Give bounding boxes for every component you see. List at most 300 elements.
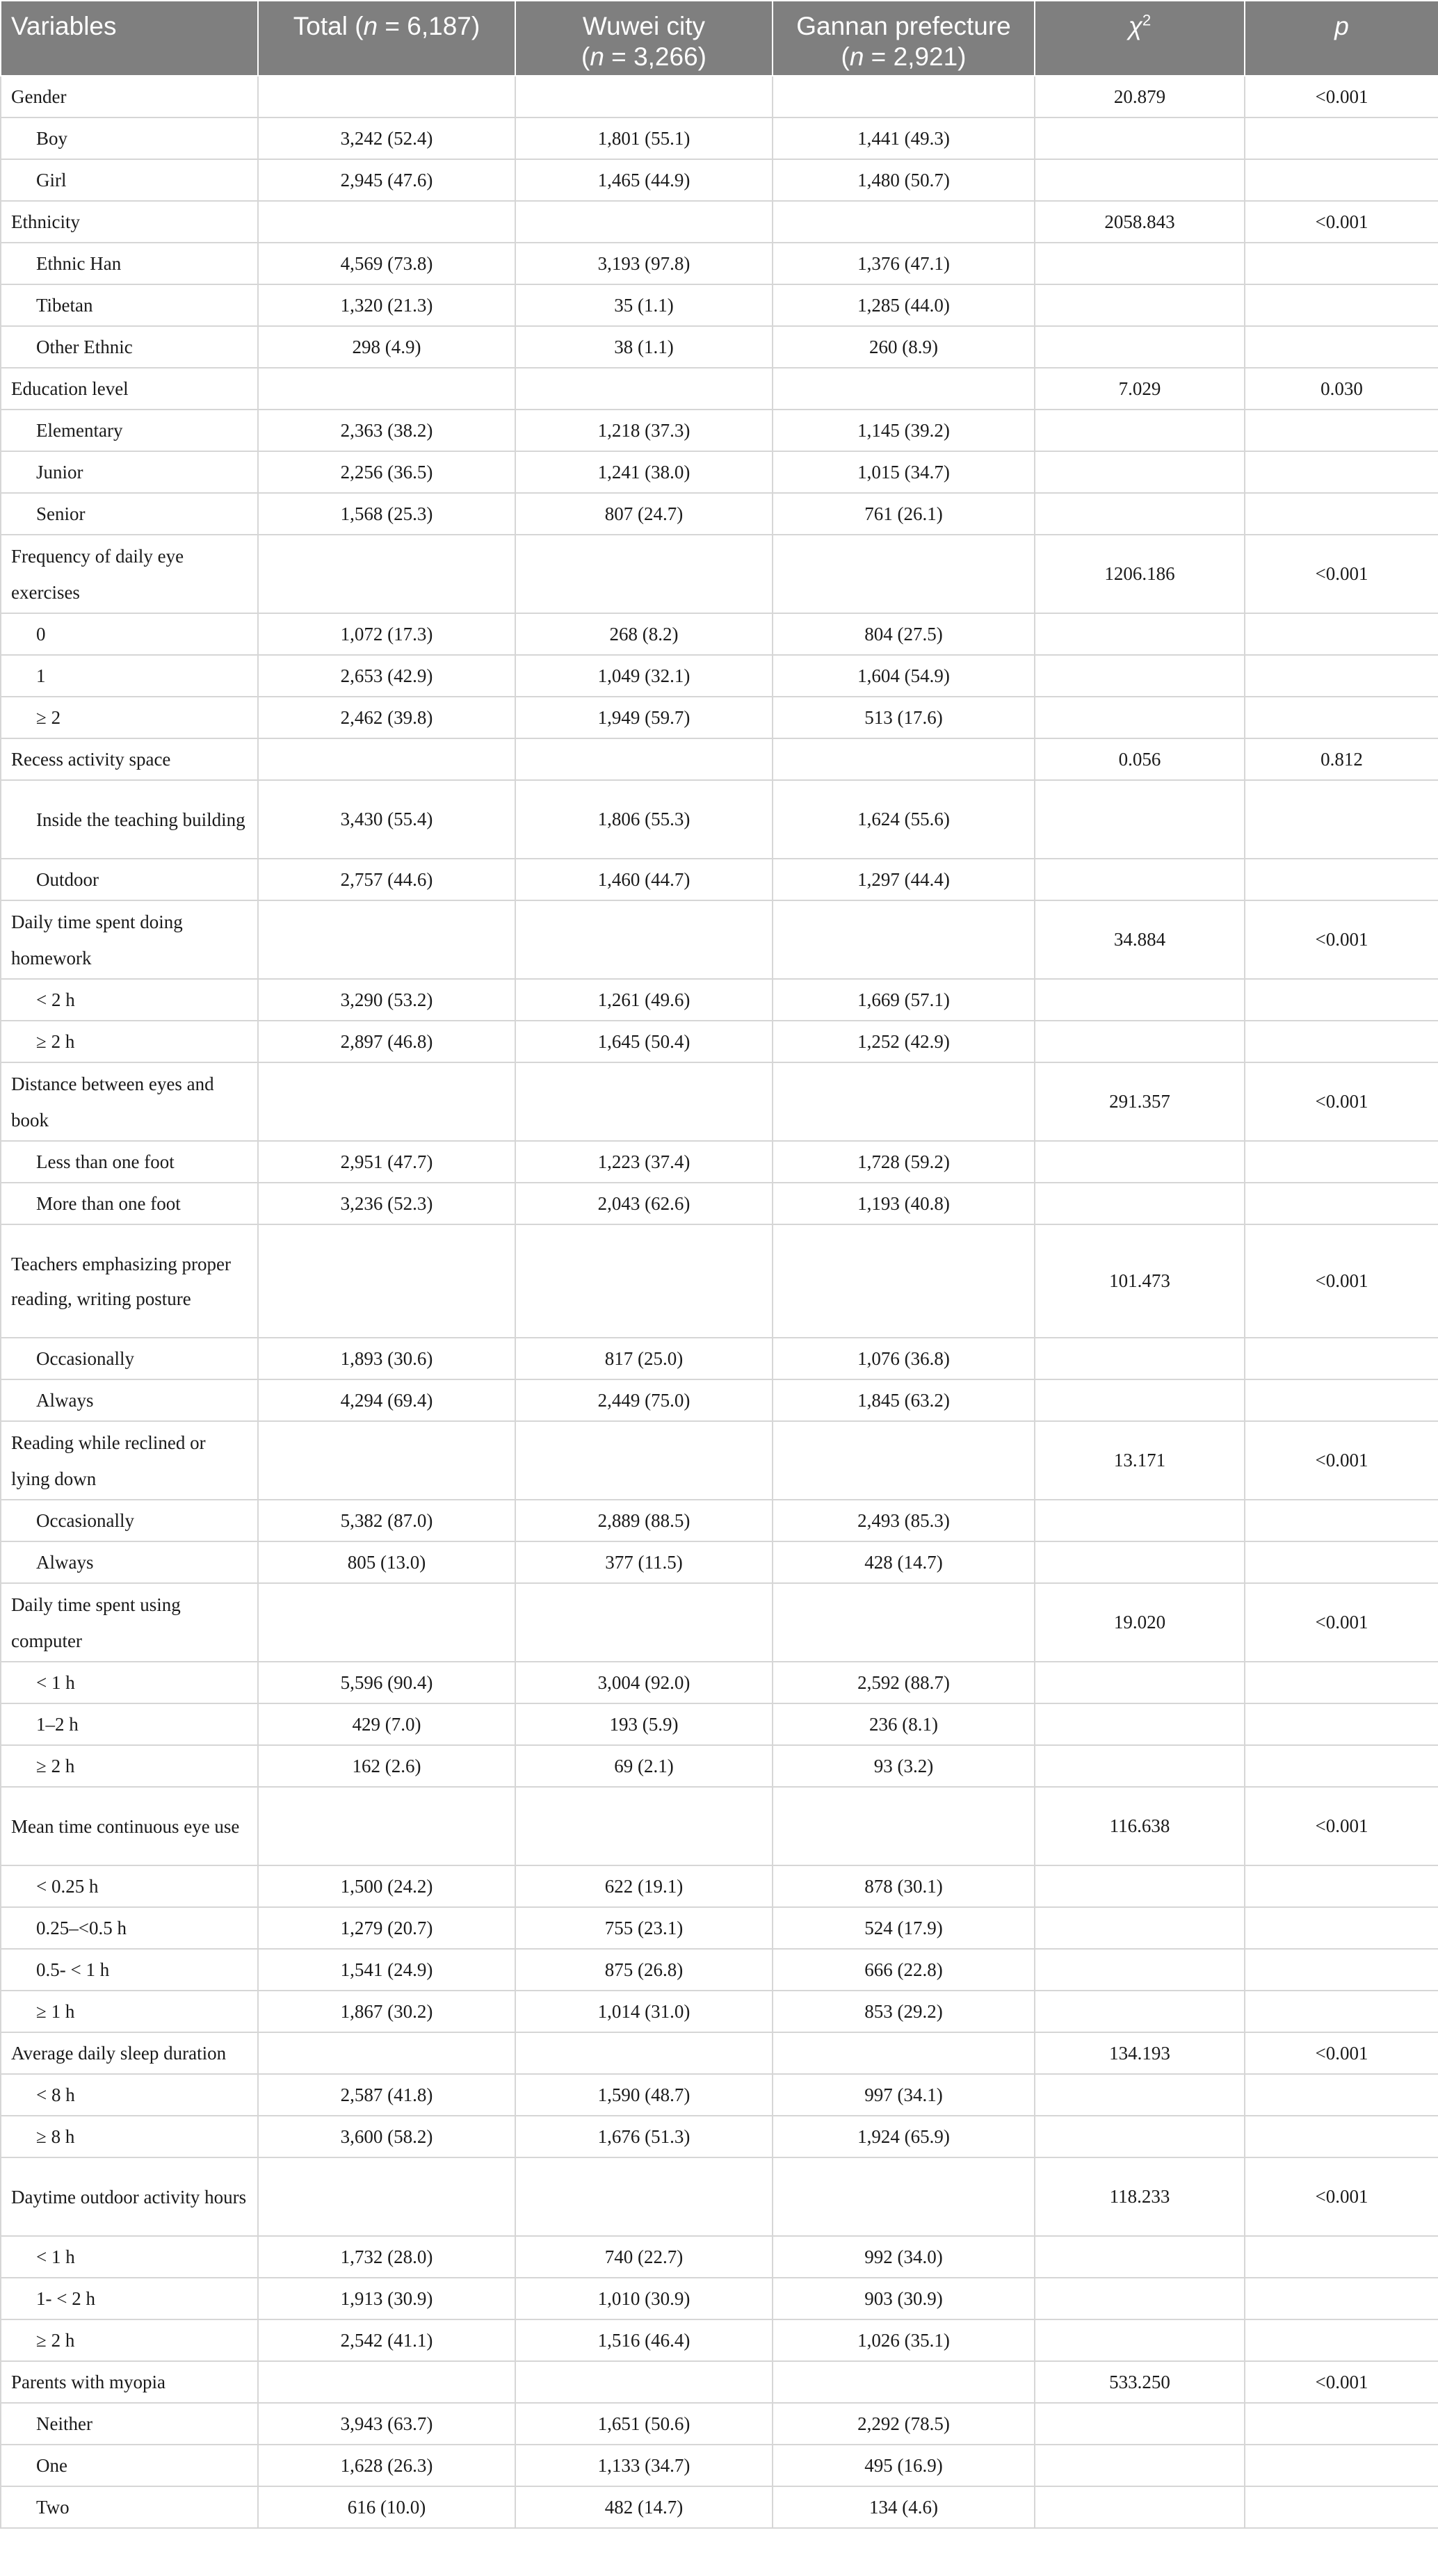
cell-total: 1,893 (30.6) [258,1338,515,1379]
row-label: < 1 h [1,1662,258,1703]
cell-gannan [773,535,1035,613]
cell-p-value: <0.001 [1245,2157,1438,2236]
cell-wuwei: 2,449 (75.0) [515,1379,773,1421]
row-label: < 2 h [1,979,258,1021]
table-group-row [1,2361,1438,2403]
cell-p-value [1245,2116,1438,2157]
header-p [1245,1,1438,76]
header-wuwei-n: n [590,42,604,71]
table-row [1,859,1438,900]
row-label: Distance between eyes and book [1,1062,258,1141]
cell-chi-square: 116.638 [1035,1787,1245,1865]
header-chi-square [1035,1,1245,76]
cell-wuwei [515,535,773,613]
row-label: Girl [1,159,258,201]
cell-total: 4,569 (73.8) [258,243,515,284]
table-row [1,1865,1438,1907]
cell-total: 3,600 (58.2) [258,2116,515,2157]
row-label: Outdoor [1,859,258,900]
cell-chi-square [1035,1379,1245,1421]
row-label: Daily time spent using computer [1,1583,258,1662]
cell-total [258,2032,515,2074]
row-label: Parents with myopia [1,2361,258,2403]
cell-gannan: 992 (34.0) [773,2236,1035,2278]
row-label: ≥ 1 h [1,1991,258,2032]
table-row [1,1183,1438,1224]
row-label: Other Ethnic [1,326,258,368]
table-row [1,1949,1438,1991]
cell-chi-square: 2058.843 [1035,201,1245,243]
cell-total [258,2361,515,2403]
row-label: Tibetan [1,284,258,326]
header-total [258,1,515,76]
cell-total [258,900,515,979]
header-gannan-line1: Gannan prefecture [796,12,1011,40]
header-wuwei-line1: Wuwei city [582,12,706,40]
row-label: More than one foot [1,1183,258,1224]
table-row [1,243,1438,284]
cell-gannan [773,2032,1035,2074]
cell-wuwei: 1,014 (31.0) [515,1991,773,2032]
cell-gannan: 2,493 (85.3) [773,1500,1035,1541]
row-label: Average daily sleep duration [1,2032,258,2074]
row-label: ≥ 2 h [1,1021,258,1062]
cell-chi-square: 7.029 [1035,368,1245,410]
cell-wuwei: 38 (1.1) [515,326,773,368]
cell-gannan: 495 (16.9) [773,2445,1035,2486]
cell-p-value [1245,2236,1438,2278]
cell-p-value: <0.001 [1245,2361,1438,2403]
cell-total: 1,320 (21.3) [258,284,515,326]
cell-gannan: 1,624 (55.6) [773,780,1035,859]
row-label: Boy [1,118,258,159]
cell-total: 5,382 (87.0) [258,1500,515,1541]
header-total-n: n [363,12,378,40]
row-label: Neither [1,2403,258,2445]
table-group-row [1,1421,1438,1500]
table-row [1,1662,1438,1703]
cell-p-value [1245,780,1438,859]
cell-chi-square: 533.250 [1035,2361,1245,2403]
cell-wuwei [515,1224,773,1338]
cell-wuwei [515,900,773,979]
header-total-label: Total ( [293,12,364,40]
table-row [1,2116,1438,2157]
table-row [1,284,1438,326]
cell-gannan: 93 (3.2) [773,1745,1035,1787]
cell-total [258,76,515,118]
cell-gannan: 1,026 (35.1) [773,2319,1035,2361]
cell-wuwei: 622 (19.1) [515,1865,773,1907]
cell-gannan: 997 (34.1) [773,2074,1035,2116]
cell-chi-square [1035,243,1245,284]
cell-wuwei [515,201,773,243]
table-group-row [1,738,1438,780]
table-row [1,1379,1438,1421]
cell-wuwei: 755 (23.1) [515,1907,773,1949]
cell-total [258,2157,515,2236]
cell-total: 1,568 (25.3) [258,493,515,535]
cell-p-value: <0.001 [1245,1062,1438,1141]
table-row [1,2278,1438,2319]
cell-p-value [1245,697,1438,738]
cell-p-value [1245,2074,1438,2116]
cell-chi-square [1035,1745,1245,1787]
cell-total: 2,757 (44.6) [258,859,515,900]
cell-chi-square [1035,2486,1245,2528]
cell-p-value [1245,493,1438,535]
cell-p-value: <0.001 [1245,1224,1438,1338]
cell-p-value [1245,859,1438,900]
cell-total: 3,242 (52.4) [258,118,515,159]
cell-chi-square [1035,1865,1245,1907]
table-row [1,1021,1438,1062]
row-label: Senior [1,493,258,535]
cell-wuwei [515,2032,773,2074]
cell-total: 2,897 (46.8) [258,1021,515,1062]
header-row [1,1,1438,76]
cell-p-value [1245,1991,1438,2032]
cell-gannan: 1,145 (39.2) [773,410,1035,451]
cell-gannan: 2,292 (78.5) [773,2403,1035,2445]
header-p-text: p [1334,12,1349,40]
cell-wuwei: 1,516 (46.4) [515,2319,773,2361]
cell-gannan: 513 (17.6) [773,697,1035,738]
cell-gannan [773,1421,1035,1500]
cell-chi-square [1035,493,1245,535]
cell-wuwei [515,76,773,118]
header-wuwei-open: ( [581,42,590,71]
cell-chi-square [1035,2116,1245,2157]
cell-p-value [1245,1949,1438,1991]
cell-p-value [1245,1865,1438,1907]
cell-gannan: 1,015 (34.7) [773,451,1035,493]
cell-total: 5,596 (90.4) [258,1662,515,1703]
cell-p-value [1245,1907,1438,1949]
row-label: ≥ 2 [1,697,258,738]
cell-gannan: 260 (8.9) [773,326,1035,368]
cell-gannan: 666 (22.8) [773,1949,1035,1991]
cell-total: 298 (4.9) [258,326,515,368]
cell-gannan: 1,480 (50.7) [773,159,1035,201]
table-group-row [1,1787,1438,1865]
table-row [1,1991,1438,2032]
cell-gannan: 1,193 (40.8) [773,1183,1035,1224]
row-label: Mean time continuous eye use [1,1787,258,1865]
cell-chi-square [1035,1991,1245,2032]
cell-gannan: 1,728 (59.2) [773,1141,1035,1183]
cell-p-value: <0.001 [1245,1421,1438,1500]
table-row [1,2236,1438,2278]
cell-gannan [773,2157,1035,2236]
cell-wuwei: 807 (24.7) [515,493,773,535]
cell-gannan [773,1583,1035,1662]
cell-total: 2,542 (41.1) [258,2319,515,2361]
cell-gannan: 1,285 (44.0) [773,284,1035,326]
row-label: ≥ 2 h [1,1745,258,1787]
cell-gannan [773,738,1035,780]
cell-gannan [773,1787,1035,1865]
row-label: One [1,2445,258,2486]
table-row [1,1703,1438,1745]
table-group-row [1,201,1438,243]
cell-total: 1,732 (28.0) [258,2236,515,2278]
cell-total: 2,256 (36.5) [258,451,515,493]
cell-wuwei: 2,889 (88.5) [515,1500,773,1541]
cell-total: 429 (7.0) [258,1703,515,1745]
table-row [1,2445,1438,2486]
cell-wuwei: 377 (11.5) [515,1541,773,1583]
header-total-value: = 6,187) [378,12,480,40]
cell-total: 1,500 (24.2) [258,1865,515,1907]
table-row [1,493,1438,535]
cell-p-value: 0.812 [1245,738,1438,780]
table-row [1,2403,1438,2445]
cell-total: 616 (10.0) [258,2486,515,2528]
cell-wuwei: 1,049 (32.1) [515,655,773,697]
row-label: 0 [1,613,258,655]
row-label: Gender [1,76,258,118]
cell-total: 3,943 (63.7) [258,2403,515,2445]
cell-gannan [773,1224,1035,1338]
cell-total: 2,462 (39.8) [258,697,515,738]
cell-chi-square: 1206.186 [1035,535,1245,613]
table-group-row [1,76,1438,118]
cell-p-value [1245,613,1438,655]
cell-chi-square [1035,780,1245,859]
table-group-row [1,1224,1438,1338]
cell-chi-square [1035,1183,1245,1224]
header-variables [1,1,258,76]
cell-gannan: 1,604 (54.9) [773,655,1035,697]
cell-chi-square [1035,613,1245,655]
cell-total: 1,867 (30.2) [258,1991,515,2032]
cell-chi-square [1035,159,1245,201]
cell-wuwei: 1,241 (38.0) [515,451,773,493]
row-label: Reading while reclined or lying down [1,1421,258,1500]
cell-gannan: 804 (27.5) [773,613,1035,655]
cell-p-value [1245,1500,1438,1541]
row-label: 1 [1,655,258,697]
cell-wuwei: 1,223 (37.4) [515,1141,773,1183]
cell-gannan: 1,076 (36.8) [773,1338,1035,1379]
cell-p-value [1245,326,1438,368]
cell-total [258,535,515,613]
cell-chi-square [1035,410,1245,451]
cell-p-value [1245,2319,1438,2361]
cell-chi-square: 101.473 [1035,1224,1245,1338]
cell-gannan: 878 (30.1) [773,1865,1035,1907]
cell-p-value [1245,2278,1438,2319]
row-label: Inside the teaching building [1,780,258,859]
cell-gannan: 134 (4.6) [773,2486,1035,2528]
cell-chi-square [1035,1907,1245,1949]
cell-wuwei: 817 (25.0) [515,1338,773,1379]
cell-chi-square: 134.193 [1035,2032,1245,2074]
cell-wuwei: 1,465 (44.9) [515,159,773,201]
cell-gannan: 236 (8.1) [773,1703,1035,1745]
cell-wuwei [515,738,773,780]
cell-gannan [773,201,1035,243]
cell-chi-square [1035,2278,1245,2319]
cell-gannan [773,368,1035,410]
cell-chi-square: 20.879 [1035,76,1245,118]
cell-p-value [1245,1703,1438,1745]
cell-wuwei [515,368,773,410]
cell-gannan: 428 (14.7) [773,1541,1035,1583]
table-group-row [1,535,1438,613]
cell-chi-square: 0.056 [1035,738,1245,780]
cell-total: 2,363 (38.2) [258,410,515,451]
cell-p-value [1245,118,1438,159]
row-label: 0.5- < 1 h [1,1949,258,1991]
table-row [1,2486,1438,2528]
cell-gannan: 853 (29.2) [773,1991,1035,2032]
row-label: Daytime outdoor activity hours [1,2157,258,2236]
cell-p-value [1245,1379,1438,1421]
table-row [1,1500,1438,1541]
cell-p-value [1245,159,1438,201]
cell-gannan: 2,592 (88.7) [773,1662,1035,1703]
table-row [1,780,1438,859]
header-gannan-open: ( [841,42,850,71]
row-label: Frequency of daily eye exercises [1,535,258,613]
cell-p-value: <0.001 [1245,1583,1438,1662]
header-wuwei-value: = 3,266) [604,42,706,71]
cell-wuwei: 1,133 (34.7) [515,2445,773,2486]
cell-chi-square [1035,2403,1245,2445]
cell-p-value [1245,1541,1438,1583]
cell-p-value [1245,2445,1438,2486]
cell-total [258,201,515,243]
cell-total [258,1583,515,1662]
cell-total [258,1062,515,1141]
cell-total: 3,290 (53.2) [258,979,515,1021]
cell-gannan: 1,669 (57.1) [773,979,1035,1021]
cell-wuwei: 875 (26.8) [515,1949,773,1991]
cell-gannan: 1,252 (42.9) [773,1021,1035,1062]
cell-p-value: <0.001 [1245,1787,1438,1865]
cell-total [258,738,515,780]
cell-total: 3,236 (52.3) [258,1183,515,1224]
row-label: Two [1,2486,258,2528]
cell-wuwei: 3,004 (92.0) [515,1662,773,1703]
header-wuwei [515,1,773,76]
cell-chi-square [1035,451,1245,493]
row-label: Less than one foot [1,1141,258,1183]
row-label: Junior [1,451,258,493]
cell-chi-square: 291.357 [1035,1062,1245,1141]
row-label: Always [1,1379,258,1421]
cell-chi-square [1035,1021,1245,1062]
table-group-row [1,368,1438,410]
row-label: 1–2 h [1,1703,258,1745]
table-row [1,1907,1438,1949]
cell-total: 2,653 (42.9) [258,655,515,697]
cell-total: 2,587 (41.8) [258,2074,515,2116]
cell-chi-square [1035,979,1245,1021]
header-chi-sup: 2 [1142,11,1152,29]
cell-chi-square [1035,2074,1245,2116]
cell-p-value: 0.030 [1245,368,1438,410]
header-gannan-value: = 2,921) [864,42,967,71]
cell-chi-square [1035,1703,1245,1745]
table-group-row [1,1583,1438,1662]
table-row [1,1745,1438,1787]
table-row [1,451,1438,493]
cell-wuwei [515,2361,773,2403]
cell-gannan: 903 (30.9) [773,2278,1035,2319]
table-row [1,697,1438,738]
cell-p-value [1245,284,1438,326]
cell-total [258,1421,515,1500]
cell-p-value [1245,2403,1438,2445]
cell-total: 2,951 (47.7) [258,1141,515,1183]
cell-gannan [773,2361,1035,2403]
cell-p-value [1245,1338,1438,1379]
cell-total: 1,279 (20.7) [258,1907,515,1949]
cell-wuwei: 740 (22.7) [515,2236,773,2278]
row-label: Occasionally [1,1338,258,1379]
cell-total: 805 (13.0) [258,1541,515,1583]
cell-chi-square [1035,1541,1245,1583]
cell-p-value [1245,1021,1438,1062]
header-variables-text: Variables [11,12,117,40]
cell-p-value: <0.001 [1245,201,1438,243]
cell-p-value [1245,1141,1438,1183]
cell-wuwei: 1,801 (55.1) [515,118,773,159]
table-group-row [1,1062,1438,1141]
cell-gannan: 761 (26.1) [773,493,1035,535]
row-label: ≥ 8 h [1,2116,258,2157]
cell-total: 1,628 (26.3) [258,2445,515,2486]
cell-p-value [1245,1745,1438,1787]
cell-total: 1,913 (30.9) [258,2278,515,2319]
cell-total: 162 (2.6) [258,1745,515,1787]
cell-wuwei: 1,676 (51.3) [515,2116,773,2157]
row-label: Elementary [1,410,258,451]
cell-chi-square [1035,655,1245,697]
cell-p-value [1245,979,1438,1021]
cell-chi-square [1035,2319,1245,2361]
cell-wuwei: 1,590 (48.7) [515,2074,773,2116]
cell-wuwei [515,1787,773,1865]
row-label: Education level [1,368,258,410]
table-row [1,410,1438,451]
cell-gannan: 1,297 (44.4) [773,859,1035,900]
cell-p-value: <0.001 [1245,535,1438,613]
table-body [1,76,1438,2528]
cell-wuwei: 1,010 (30.9) [515,2278,773,2319]
header-chi-symbol: χ [1128,12,1142,40]
row-label: Ethnicity [1,201,258,243]
header-gannan-n: n [849,42,864,71]
cell-wuwei: 1,460 (44.7) [515,859,773,900]
cell-wuwei [515,1583,773,1662]
cell-wuwei: 69 (2.1) [515,1745,773,1787]
cell-p-value [1245,1183,1438,1224]
cell-gannan: 524 (17.9) [773,1907,1035,1949]
row-label: < 8 h [1,2074,258,2116]
table-row [1,118,1438,159]
cell-chi-square [1035,1500,1245,1541]
cell-chi-square [1035,284,1245,326]
table-row [1,2319,1438,2361]
cell-gannan: 1,924 (65.9) [773,2116,1035,2157]
table-row [1,655,1438,697]
cell-total: 1,541 (24.9) [258,1949,515,1991]
table-group-row [1,900,1438,979]
